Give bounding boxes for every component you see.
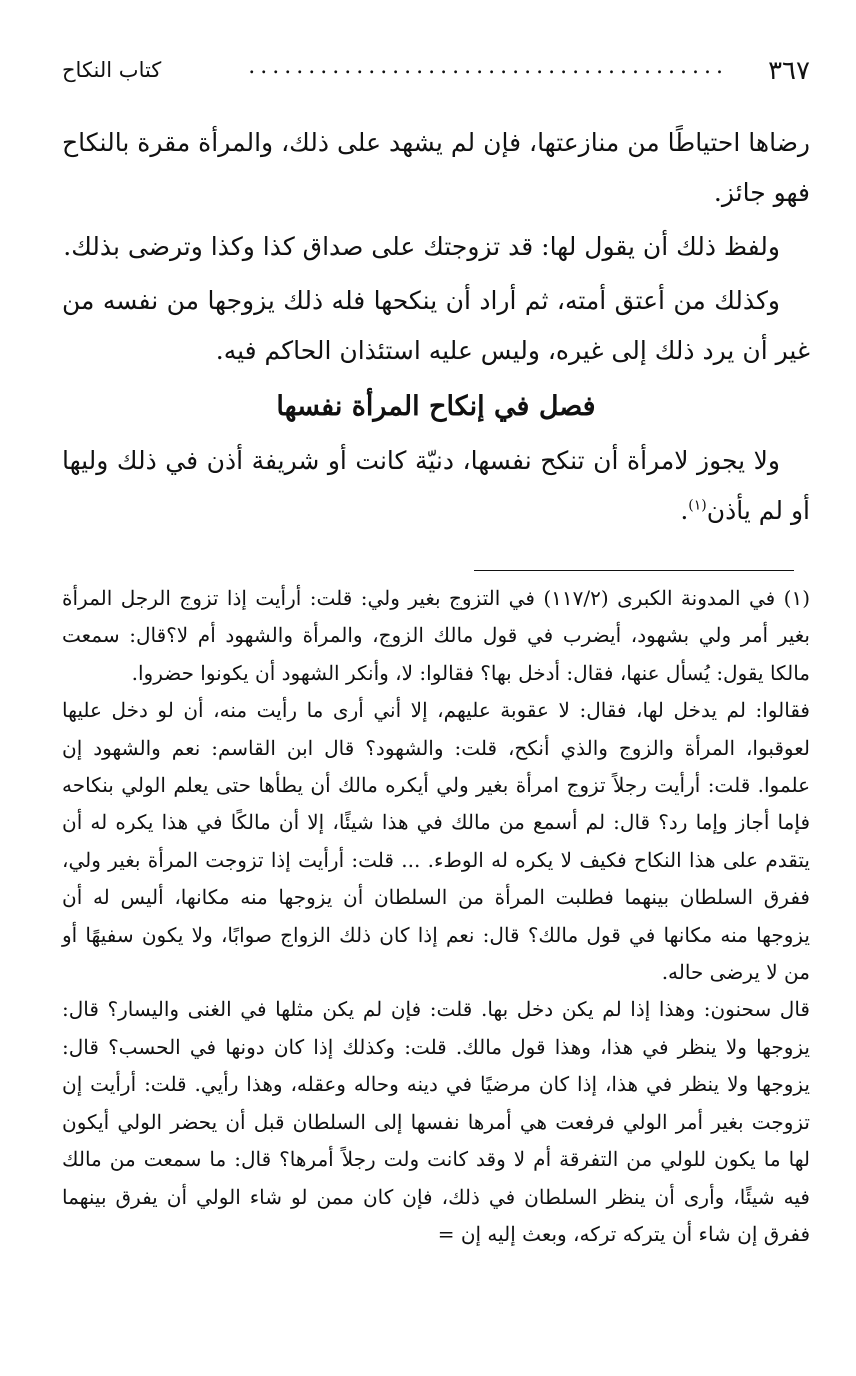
paragraph: ولفظ ذلك أن يقول لها: قد تزوجتك على صداق كذا وكذا وترضى بذلك.	[63, 232, 780, 261]
page-header	[62, 56, 810, 90]
footnote-text: فقالوا: لم يدخل لها، فقال: لا عقوبة عليهم، إلا أني أرى ما رأيت منه، أن لو دخل عليها لعوقبوا، المرأة والزوج والذي أنكح، قلت: والشهود؟ قال ابن القاسم: نعم والشهود إن علموا. قلت: أرأيت رجلاً تزوج امرأة بغير ولي أيكره مالك أن يطأها حتى يعلم الولي بنكاحه فإما أجاز وإما رد؟ قال: لم أسمع من مالك في هذا شيئًا، إلا أن مالكًا في هذا يكره له أن يتقدم على هذا النكاح فكيف لا يكره له الوطء. ... قلت: أرأيت إذا تزوجت المرأة بغير ولي، ففرق السلطان بينهما فطلبت المرأة من السلطان أن يزوجها منه مكانها، أليس له أن يزوجها منه مكانها في قول مالك؟ قال: نعم إذا كان ذلك الزواج صوابًا، ولا يكون سفيهًا أو من لا يرضى حاله.	[62, 698, 810, 985]
main-text	[62, 118, 810, 540]
paragraph-end: .	[680, 496, 689, 525]
footnote-reference[interactable]: (١)	[688, 497, 707, 514]
footnote-text: (١) في المدونة الكبرى (١١٧/٢) في التزوج بغير ولي: قلت: أرأيت إذا تزوج الرجل المرأة بغير أمر ولي بشهود، أيضرب في قول مالك الزوج، والمرأة والشهود أم لا؟قال: سمعت مالكا يقول: يُسأل عنها، فقال: أدخل بها؟ فقالوا: لا، وأنكر الشهود أن يكونوا حضروا.	[62, 586, 811, 685]
page-number: ٣٦٧	[768, 56, 810, 86]
footnotes	[62, 580, 810, 1253]
footnote-separator	[474, 570, 794, 571]
running-title: كتاب النكاح	[62, 58, 162, 82]
footnote-text: قال سحنون: وهذا إذا لم يكن دخل بها. قلت: فإن لم يكن مثلها في الغنى واليسار؟ قال: يزوجها ولا ينظر في هذا، وهذا قول مالك. قلت: وكذلك إذا كان دونها في الحسب؟ قال: يزوجها ولا ينظر في هذا، إذا كان مرضيًا في دينه وحاله وعقله، وهذا رأيي. قلت: أرأيت إن تزوجت بغير أمر الولي فرفعت هي أمرها نفسها إلى السلطان قبل أن يحضر الولي أيكون لها ما يكون للولي من التفرقة أم لا وقد كانت ولت رجلاً أمرها؟ قال: ما سمعت من مالك فيه شيئًا، وأرى أن ينظر السلطان في ذلك، فإن كان ممن لو شاء الولي أن يفرق بينهما ففرق إن شاء أن يترکه ترکه، وبعث إليه إن =	[62, 997, 811, 1246]
paragraph-text: ولا يجوز لامرأة أن تنكح نفسها، دنيّة كانت أو شريفة أذن في ذلك وليها أو لم يأذن	[62, 446, 810, 525]
paragraph: وكذلك من أعتق أمته، ثم أراد أن ينكحها فله ذلك يزوجها من نفسه من غير أن يرد ذلك إلى غيره، وليس عليه استئذان الحاكم فيه.	[62, 286, 810, 365]
section-heading: فصل في إنكاح المرأة نفسها	[276, 391, 596, 422]
paragraph	[62, 436, 810, 536]
paragraph: رضاها احتياطًا من منازعتها، فإن لم يشهد على ذلك، والمرأة مقرة بالنكاح فهو جائز.	[62, 128, 810, 207]
header-leader-dots: ........................................	[248, 54, 728, 79]
